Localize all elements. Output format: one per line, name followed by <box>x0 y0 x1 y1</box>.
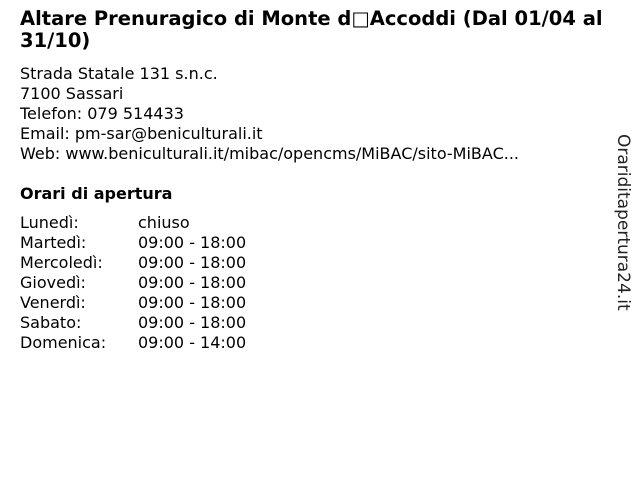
street-address: Strada Statale 131 s.n.c. <box>20 64 218 83</box>
website-link[interactable]: Web: www.beniculturali.it/mibac/opencms/MiBAC/sito-MiBAC... <box>20 144 519 163</box>
day-label: Venerdì: <box>20 293 86 312</box>
email-address: Email: pm-sar@beniculturali.it <box>20 124 263 143</box>
time-value: 09:00 - 18:00 <box>138 273 247 292</box>
day-label: Giovedì: <box>20 273 86 292</box>
time-value: 09:00 - 18:00 <box>138 233 247 252</box>
time-value: 09:00 - 18:00 <box>138 293 247 312</box>
address-block <box>20 64 519 164</box>
city-address: 7100 Sassari <box>20 84 124 103</box>
site-watermark: Orariditapertura24.it <box>613 134 633 311</box>
day-label: Martedì: <box>20 233 87 252</box>
time-value: chiuso <box>138 213 190 232</box>
day-label: Lunedì: <box>20 213 79 232</box>
opening-hours-heading: Orari di apertura <box>20 184 173 203</box>
time-value: 09:00 - 18:00 <box>138 253 247 272</box>
phone-number: Telefon: 079 514433 <box>20 104 184 123</box>
time-value: 09:00 - 18:00 <box>138 313 247 332</box>
day-label: Sabato: <box>20 313 82 332</box>
day-label: Mercoledì: <box>20 253 103 272</box>
time-value: 09:00 - 14:00 <box>138 333 247 352</box>
day-label: Domenica: <box>20 333 107 352</box>
page-title: Altare Prenuragico di Monte d□Accoddi (Dal 01/04 al 31/10) <box>20 7 603 52</box>
